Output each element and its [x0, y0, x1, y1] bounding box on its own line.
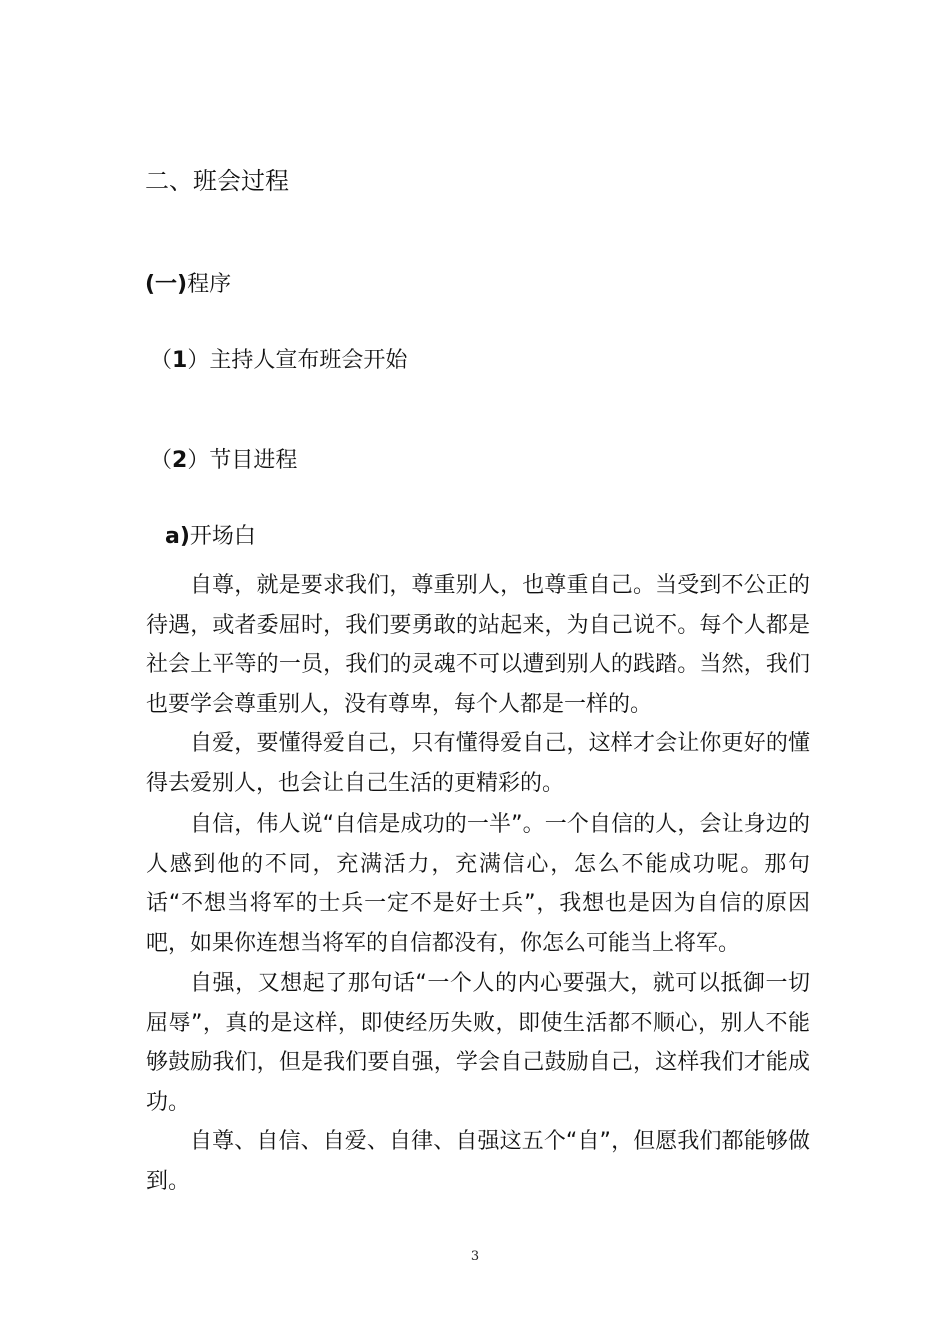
- section-heading: 二、班会过程: [145, 167, 289, 195]
- item-paren-close: ）: [187, 448, 210, 473]
- sub-item-mark: a): [165, 524, 190, 549]
- item-paren-open: （: [150, 348, 173, 373]
- body-paragraph: 自尊，就是要求我们，尊重别人，也尊重自己。当受到不公正的待遇，或者委屈时，我们要勇敢的站起来，为自己说不。每个人都是社会上平等的一员，我们的灵魂不可以遭到别人的践踏。当然，我们也要学会尊重别人，没有尊卑，每个人都是一样的。: [146, 573, 810, 717]
- item-paren-open: （: [150, 448, 173, 473]
- list-item: [150, 348, 407, 374]
- item-number: 1: [172, 348, 188, 373]
- body-paragraph: 自爱，要懂得爱自己，只有懂得爱自己，这样才会让你更好的懂得去爱别人，也会让自己生活的更精彩的。: [146, 731, 810, 796]
- item-text: 节目进程: [209, 448, 298, 473]
- subsection-heading: [145, 272, 231, 298]
- page-number: 3: [470, 1249, 480, 1264]
- subsection-text: 程序: [187, 272, 232, 297]
- item-text: 主持人宣布班会开始: [209, 348, 408, 373]
- item-paren-close: ）: [187, 348, 210, 373]
- body-paragraph: 自强，又想起了那句话“一个人的内心要强大，就可以抵御一切屈辱”，真的是这样，即使经历失败，即使生活都不顺心，别人不能够鼓励我们，但是我们要自强，学会自己鼓励自己，这样我们才能成功。: [146, 971, 810, 1115]
- body-paragraph: 自信，伟人说“自信是成功的一半”。一个自信的人，会让身边的人感到他的不同，充满活力，充满信心，怎么不能成功呢。那句话“不想当将军的士兵一定不是好士兵”，我想也是因为自信的原因吧，如果你连想当将军的自信都没有，你怎么可能当上将军。: [146, 812, 810, 956]
- sub-item-text: 开场白: [189, 524, 256, 549]
- sub-item: [165, 524, 256, 550]
- subsection-mark: (一): [145, 272, 188, 297]
- item-number: 2: [172, 448, 188, 473]
- list-item: [150, 448, 297, 474]
- body-paragraph: 自尊、自信、自爱、自律、自强这五个“自”，但愿我们都能够做到。: [146, 1129, 810, 1194]
